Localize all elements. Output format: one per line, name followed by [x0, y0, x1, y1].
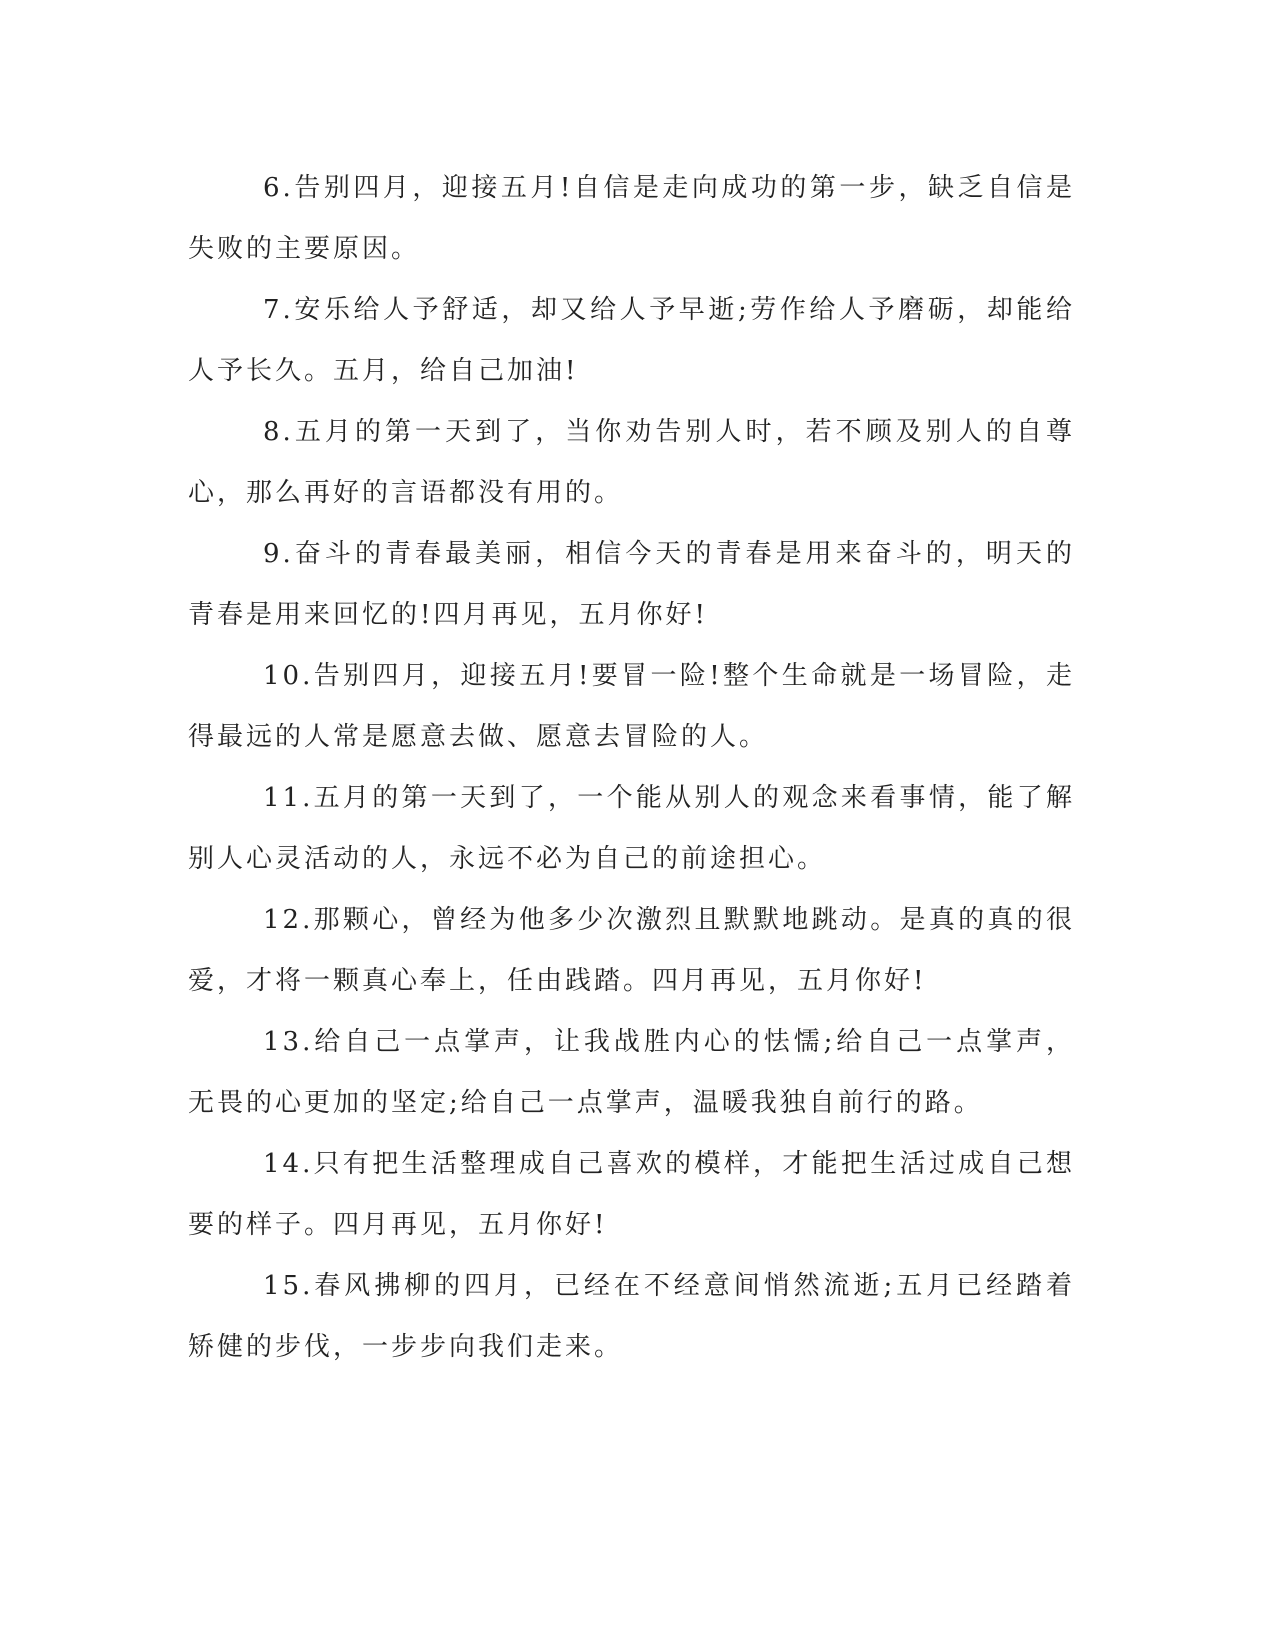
paragraph-6: 6.告别四月，迎接五月!自信是走向成功的第一步，缺乏自信是失败的主要原因。: [188, 173, 1075, 264]
paragraph-14: 14.只有把生活整理成自己喜欢的模样，才能把生活过成自己想要的样子。四月再见，五月你好!: [188, 1149, 1075, 1240]
paragraph-12: 12.那颗心，曾经为他多少次激烈且默默地跳动。是真的真的很爱，才将一颗真心奉上，任由践踏。四月再见，五月你好!: [188, 905, 1075, 996]
paragraph-9: 9.奋斗的青春最美丽，相信今天的青春是用来奋斗的，明天的青春是用来回忆的!四月再见，五月你好!: [188, 539, 1075, 630]
paragraph-7: 7.安乐给人予舒适，却又给人予早逝;劳作给人予磨砺，却能给人予长久。五月，给自己加油!: [188, 295, 1075, 386]
paragraph-13: 13.给自己一点掌声，让我战胜内心的怯懦;给自己一点掌声，无畏的心更加的坚定;给自己一点掌声，温暖我独自前行的路。: [188, 1027, 1075, 1118]
paragraph-11: 11.五月的第一天到了，一个能从别人的观念来看事情，能了解别人心灵活动的人，永远不必为自己的前途担心。: [188, 783, 1075, 874]
paragraph-10: 10.告别四月，迎接五月!要冒一险!整个生命就是一场冒险，走得最远的人常是愿意去做、愿意去冒险的人。: [188, 661, 1075, 752]
paragraph-15: 15.春风拂柳的四月，已经在不经意间悄然流逝;五月已经踏着矫健的步伐，一步步向我们走来。: [188, 1271, 1075, 1362]
paragraph-8: 8.五月的第一天到了，当你劝告别人时，若不顾及别人的自尊心，那么再好的言语都没有用的。: [188, 417, 1075, 508]
document-body: [188, 158, 1075, 1378]
